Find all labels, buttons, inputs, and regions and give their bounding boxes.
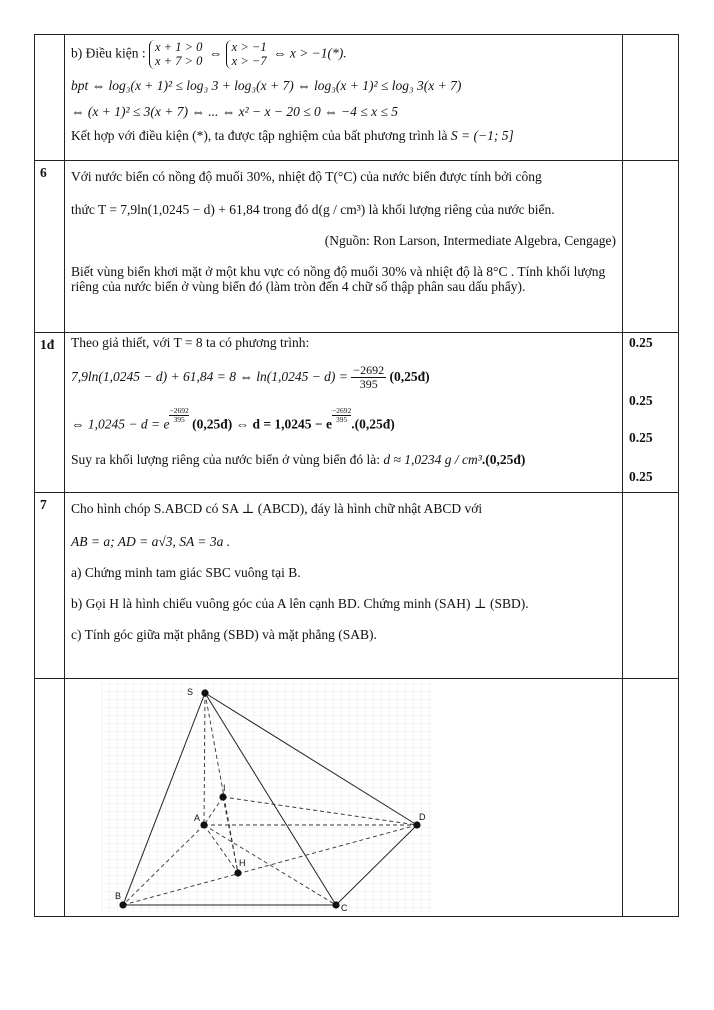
answer-table — [34, 34, 679, 917]
solution-line-4: Suy ra khối lượng riêng của nước biển ở vùng biển đó là: d ≈ 1,0234 g / cm³.(0,25đ) — [71, 451, 526, 467]
conclusion-line: Kết hợp với điều kiện (*), ta được tập nghiệm của bất phương trình là S = (−1; 5] — [71, 127, 514, 143]
fraction: $\frac{-2692}{395}$ — [353, 362, 385, 392]
question-7-text-2: AB = a; AD = a√3, SA = 3a . — [71, 533, 231, 549]
points-value: 0.25 — [629, 430, 653, 445]
question-6-text-3: Biết vùng biển khơi mặt ở một khu vực có nồng độ muối 30% và nhiệt độ là 8°C . Tính khối lượng riêng của nước biển ở vùng biển đó (làm tròn đến 4 chữ số thập phân sau dấu phẩy). — [71, 263, 606, 295]
source-citation: (Nguồn: Ron Larson, Intermediate Algebra, Cengage) — [324, 232, 616, 248]
question-6-text-1: Với nước biển có nồng độ muối 30%, nhiệt độ T(°C) của nước biển được tính bởi công — [71, 169, 542, 184]
label-C: C — [341, 903, 348, 913]
solution-line-2: 7,9ln(1,0245 − d) + 61,84 = 8 ⇔ ln(1,0245 − d) = $\frac{-2692}{395}$ (0,25đ) — [71, 362, 430, 392]
question-number: 6 — [40, 165, 47, 180]
question-7-text-1: Cho hình chóp S.ABCD có SA ⊥ (ABCD), đáy là hình chữ nhật ABCD với — [71, 501, 483, 516]
label-B: B — [115, 891, 122, 901]
row-solution-6 — [35, 333, 679, 493]
vertex-C — [332, 901, 339, 908]
question-6-text-2: thức T = 7,9ln(1,0245 − d) + 61,84 trong đó d(g / cm³) là khối lượng riêng của nước biển. — [71, 201, 555, 217]
condition-system-2: x > −1 x > −7 — [226, 40, 270, 69]
pyramid-figure — [101, 683, 433, 915]
question-number: 7 — [40, 497, 47, 512]
points-column — [623, 333, 678, 484]
point-H — [234, 869, 241, 876]
point-I — [219, 793, 226, 800]
vertex-B — [119, 901, 126, 908]
points-value: 0.25 — [629, 335, 653, 350]
bpt-line: bpt ⇔ log₃(x + 1)² ≤ log₃ 3 + log₃(x + 7) ⇔ log₃(x + 1)² ≤ log₃ 3(x + 7) — [71, 77, 462, 93]
label-D: D — [419, 812, 426, 822]
vertex-S — [201, 689, 208, 696]
row-part-b — [35, 35, 679, 161]
label-S: S — [187, 687, 194, 697]
question-7b: b) Gọi H là hình chiếu vuông góc của A lên cạnh BD. Chứng minh (SAH) ⊥ (SBD). — [71, 595, 529, 611]
condition-line: b) Điều kiện : x + 1 > 0 x + 7 > 0 ⇔ x > −1 x > −7 ⇔ x > −1(*). — [71, 40, 347, 69]
solution-line-1: Theo giả thiết, với T = 8 ta có phương trình: — [71, 335, 310, 350]
label-A: A — [194, 813, 201, 823]
row-content-cell — [65, 35, 623, 161]
grid-background — [101, 683, 433, 915]
question-7c: c) Tính góc giữa mặt phẳng (SBD) và mặt phẳng (SAB). — [71, 626, 377, 642]
exponent-fraction: $\frac{-2692}{395}$ — [331, 406, 352, 424]
row-points-cell — [623, 35, 679, 161]
row-question-6 — [35, 161, 679, 333]
vertex-A — [200, 821, 207, 828]
row-question-7 — [35, 493, 679, 679]
points-value: 0.25 — [629, 393, 653, 408]
condition-system-1: x + 1 > 0 x + 7 > 0 — [149, 40, 205, 69]
points-value: 0.25 — [629, 469, 653, 484]
score-label: 1đ — [40, 337, 55, 352]
row-figure — [35, 679, 679, 917]
question-7a: a) Chứng minh tam giác SBC vuông tại B. — [71, 564, 301, 580]
label-H: H — [239, 858, 246, 868]
exponent-fraction: $\frac{-2692}{395}$ — [169, 406, 189, 424]
equivalence-line: ⇔ (x + 1)² ≤ 3(x + 7) ⇔ ... ⇔ x² − x − 20 ≤ 0 ⇔ −4 ≤ x ≤ 5 — [71, 103, 398, 119]
vertex-D — [413, 821, 420, 828]
solution-line-3: ⇔ 1,0245 − d = e $\frac{-2692}{395}$ (0,25đ) ⇔ d = 1,0245 − e $\frac{-2692}{395}$ .(0,25đ) — [71, 406, 395, 432]
label-I: I — [223, 783, 226, 793]
row-label-cell — [35, 35, 65, 161]
